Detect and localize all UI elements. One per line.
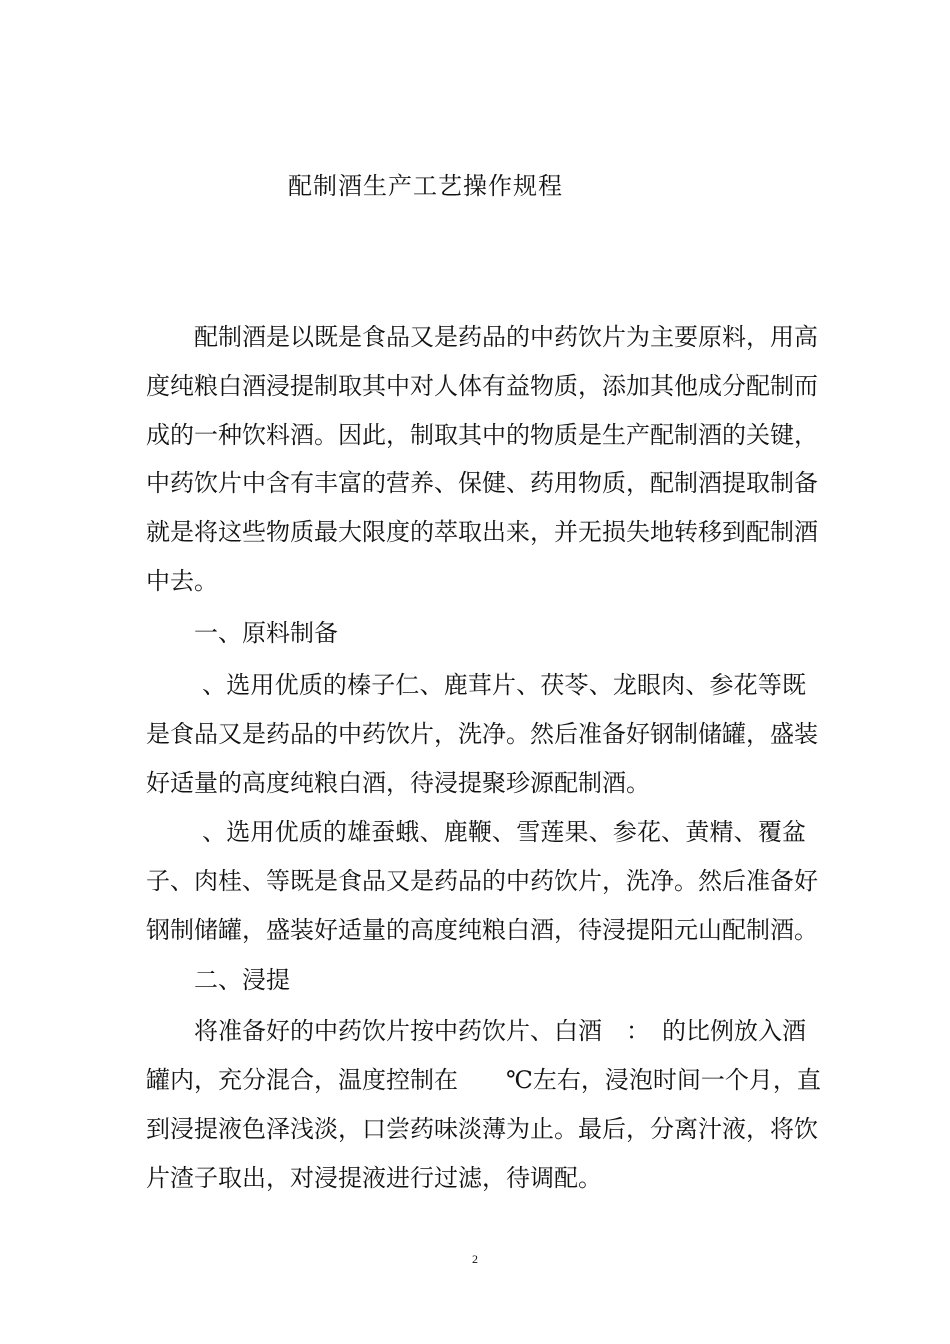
document-title: 配制酒生产工艺操作规程 xyxy=(288,172,563,200)
paragraph-line: 成的一种饮料酒。因此，制取其中的物质是生产配制酒的关键， xyxy=(146,421,818,449)
section-heading: 一、原料制备 xyxy=(146,619,338,647)
paragraph-line: 罐内，充分混合，温度控制在 ℃左右，浸泡时间一个月，直 xyxy=(146,1066,821,1094)
paragraph-line: 度纯粮白酒浸提制取其中对人体有益物质，添加其他成分配制而 xyxy=(146,372,818,400)
paragraph-line: 好适量的高度纯粮白酒，待浸提聚珍源配制酒。 xyxy=(146,769,650,797)
paragraph-line: 片渣子取出，对浸提液进行过滤，待调配。 xyxy=(146,1164,602,1192)
paragraph-line: 是食品又是药品的中药饮片，洗净。然后准备好钢制储罐，盛装 xyxy=(146,720,818,748)
section-heading: 二、浸提 xyxy=(146,966,290,994)
paragraph-line: 子、肉桂、等既是食品又是药品的中药饮片，洗净。然后准备好 xyxy=(146,867,818,895)
paragraph-line: 、选用优质的榛子仁、鹿茸片、茯苓、龙眼肉、参花等既 xyxy=(146,671,806,699)
paragraph-line: 到浸提液色泽浅淡，口尝药味淡薄为止。最后，分离汁液，将饮 xyxy=(146,1115,818,1143)
paragraph-line: 、选用优质的雄蚕蛾、鹿鞭、雪莲果、参花、黄精、覆盆 xyxy=(146,818,806,846)
paragraph-line: 钢制储罐，盛装好适量的高度纯粮白酒，待浸提阳元山配制酒。 xyxy=(146,916,818,944)
page-number: 2 xyxy=(472,1252,478,1266)
paragraph-line: 将准备好的中药饮片按中药饮片、白酒 ： 的比例放入酒 xyxy=(146,1017,806,1045)
paragraph-line: 就是将这些物质最大限度的萃取出来，并无损失地转移到配制酒 xyxy=(146,518,818,546)
paragraph-line: 中药饮片中含有丰富的营养、保健、药用物质，配制酒提取制备 xyxy=(146,469,818,497)
paragraph-line: 配制酒是以既是食品又是药品的中药饮片为主要原料，用高 xyxy=(146,323,818,351)
paragraph-line: 中去。 xyxy=(146,567,218,595)
